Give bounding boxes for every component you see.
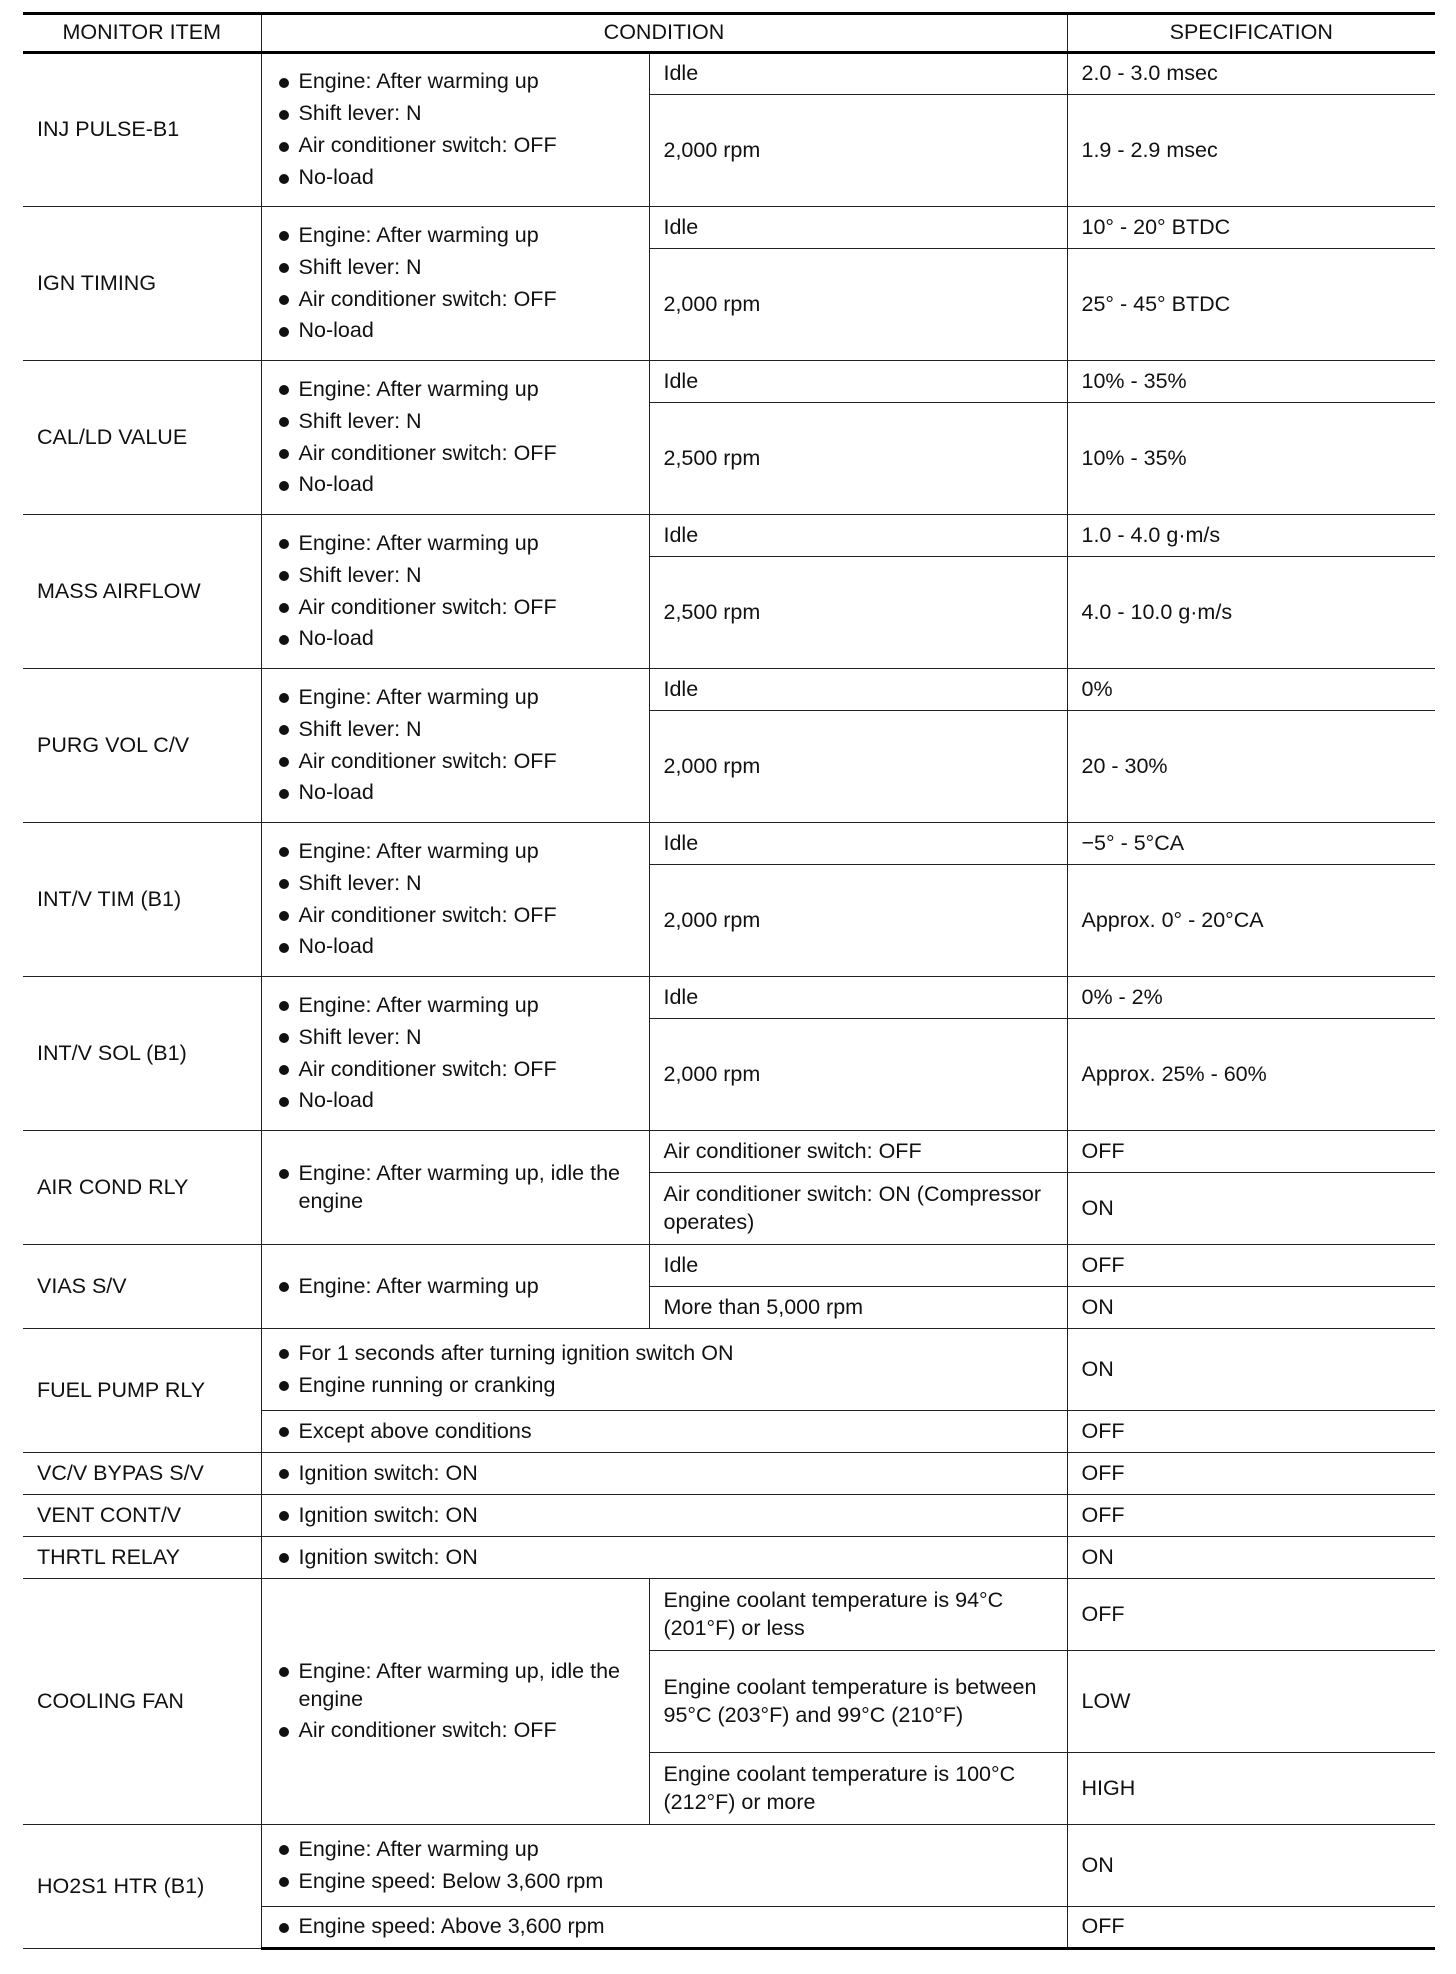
bullet-item: Engine: After warming up [276, 222, 635, 250]
bullet-item: Engine: After warming up, idle the engine [276, 1658, 635, 1714]
condition-list [261, 1579, 649, 1825]
bullet-item: Except above conditions [276, 1418, 1053, 1446]
bullet-item: Shift lever: N [276, 100, 635, 128]
bullet-list [276, 1273, 635, 1301]
bullet-item: Shift lever: N [276, 870, 635, 898]
bullet-item: Ignition switch: ON [276, 1460, 1053, 1488]
specification: OFF [1067, 1453, 1435, 1495]
sub-condition: 2,500 rpm [649, 403, 1067, 515]
condition-list [261, 1495, 1067, 1537]
bullet-item: Air conditioner switch: OFF [276, 594, 635, 622]
condition-list [261, 1537, 1067, 1579]
table-row [23, 1825, 1435, 1907]
specification: 0% - 2% [1067, 977, 1435, 1019]
monitor-item: HO2S1 HTR (B1) [23, 1825, 261, 1949]
sub-condition: Idle [649, 53, 1067, 95]
specification: Approx. 25% - 60% [1067, 1019, 1435, 1131]
table-row [23, 669, 1435, 711]
bullet-item: Shift lever: N [276, 716, 635, 744]
table-row [23, 1537, 1435, 1579]
bullet-item: No-load [276, 471, 635, 499]
specification: −5° - 5°CA [1067, 823, 1435, 865]
table-row [23, 207, 1435, 249]
specification: OFF [1067, 1579, 1435, 1651]
specification: 10% - 35% [1067, 403, 1435, 515]
bullet-item: Air conditioner switch: OFF [276, 132, 635, 160]
table-row [23, 823, 1435, 865]
bullet-list [276, 1418, 1053, 1446]
specification: 1.0 - 4.0 g·m/s [1067, 515, 1435, 557]
bullet-item: Engine: After warming up [276, 68, 635, 96]
table-row [23, 977, 1435, 1019]
bullet-list [276, 1544, 1053, 1572]
table-header-row [23, 14, 1435, 53]
bullet-item: No-load [276, 317, 635, 345]
sub-condition: Idle [649, 1245, 1067, 1287]
sub-condition: More than 5,000 rpm [649, 1287, 1067, 1329]
bullet-item: Engine speed: Below 3,600 rpm [276, 1868, 1053, 1896]
bullet-list [276, 1913, 1053, 1941]
specification: OFF [1067, 1495, 1435, 1537]
bullet-item: Shift lever: N [276, 254, 635, 282]
specification: ON [1067, 1173, 1435, 1245]
bullet-list [276, 222, 635, 346]
sub-condition: Idle [649, 515, 1067, 557]
specification: OFF [1067, 1131, 1435, 1173]
sub-condition: 2,000 rpm [649, 95, 1067, 207]
bullet-item: Engine: After warming up [276, 1273, 635, 1301]
bullet-list [276, 1658, 635, 1746]
specification: 10% - 35% [1067, 361, 1435, 403]
bullet-item: Shift lever: N [276, 1024, 635, 1052]
bullet-list [276, 1836, 1053, 1896]
specification: OFF [1067, 1411, 1435, 1453]
sub-condition: 2,000 rpm [649, 711, 1067, 823]
bullet-item: For 1 seconds after turning ignition switch ON [276, 1340, 1053, 1368]
condition-list [261, 1245, 649, 1329]
header-monitor-item: MONITOR ITEM [23, 14, 261, 53]
sub-condition: Idle [649, 207, 1067, 249]
table-row [23, 1495, 1435, 1537]
bullet-item: Shift lever: N [276, 408, 635, 436]
sub-condition: 2,500 rpm [649, 557, 1067, 669]
condition-list [261, 207, 649, 361]
sub-condition: 2,000 rpm [649, 1019, 1067, 1131]
bullet-item: Engine: After warming up [276, 376, 635, 404]
monitor-item: PURG VOL C/V [23, 669, 261, 823]
table-row [23, 1131, 1435, 1173]
table-row [23, 1579, 1435, 1651]
bullet-item: Air conditioner switch: OFF [276, 286, 635, 314]
specification: LOW [1067, 1651, 1435, 1753]
table-row [23, 53, 1435, 95]
monitor-item: THRTL RELAY [23, 1537, 261, 1579]
bullet-item: Engine: After warming up, idle the engine [276, 1160, 635, 1216]
specification: OFF [1067, 1907, 1435, 1949]
condition-list [261, 1453, 1067, 1495]
bullet-item: Engine speed: Above 3,600 rpm [276, 1913, 1053, 1941]
condition-list [261, 1131, 649, 1245]
bullet-item: Ignition switch: ON [276, 1502, 1053, 1530]
bullet-list [276, 530, 635, 654]
specification: 1.9 - 2.9 msec [1067, 95, 1435, 207]
condition-list [261, 1411, 1067, 1453]
bullet-item: No-load [276, 625, 635, 653]
header-specification: SPECIFICATION [1067, 14, 1435, 53]
bullet-item: Air conditioner switch: OFF [276, 1717, 635, 1745]
bullet-item: Air conditioner switch: OFF [276, 440, 635, 468]
bullet-item: Ignition switch: ON [276, 1544, 1053, 1572]
sub-condition: 2,000 rpm [649, 865, 1067, 977]
monitor-spec-table [23, 12, 1435, 1950]
specification: OFF [1067, 1245, 1435, 1287]
monitor-item: INT/V TIM (B1) [23, 823, 261, 977]
monitor-item: VC/V BYPAS S/V [23, 1453, 261, 1495]
monitor-item: IGN TIMING [23, 207, 261, 361]
specification: Approx. 0° - 20°CA [1067, 865, 1435, 977]
bullet-item: Air conditioner switch: OFF [276, 1056, 635, 1084]
bullet-list [276, 1502, 1053, 1530]
table-row [23, 1329, 1435, 1411]
bullet-list [276, 838, 635, 962]
bullet-item: Shift lever: N [276, 562, 635, 590]
sub-condition: Air conditioner switch: OFF [649, 1131, 1067, 1173]
specification: HIGH [1067, 1753, 1435, 1825]
specification: 2.0 - 3.0 msec [1067, 53, 1435, 95]
header-condition: CONDITION [261, 14, 1067, 53]
bullet-list [276, 68, 635, 192]
condition-list [261, 53, 649, 207]
condition-list [261, 977, 649, 1131]
bullet-item: No-load [276, 933, 635, 961]
condition-list [261, 1329, 1067, 1411]
monitor-item: MASS AIRFLOW [23, 515, 261, 669]
sub-condition: Air conditioner switch: ON (Compressor operates) [649, 1173, 1067, 1245]
bullet-item: No-load [276, 164, 635, 192]
condition-list [261, 669, 649, 823]
table-row [23, 361, 1435, 403]
specification: ON [1067, 1825, 1435, 1907]
bullet-item: Air conditioner switch: OFF [276, 902, 635, 930]
monitor-item: COOLING FAN [23, 1579, 261, 1825]
specification: 25° - 45° BTDC [1067, 249, 1435, 361]
specification: 20 - 30% [1067, 711, 1435, 823]
table-row [23, 1245, 1435, 1287]
sub-condition: Idle [649, 823, 1067, 865]
bullet-list [276, 992, 635, 1116]
bullet-item: No-load [276, 1087, 635, 1115]
bullet-item: Engine: After warming up [276, 684, 635, 712]
condition-list [261, 1907, 1067, 1949]
monitor-item: VENT CONT/V [23, 1495, 261, 1537]
sub-condition: Engine coolant temperature is 94°C (201°F) or less [649, 1579, 1067, 1651]
bullet-list [276, 376, 635, 500]
sub-condition: Idle [649, 361, 1067, 403]
specification: ON [1067, 1329, 1435, 1411]
bullet-list [276, 1160, 635, 1216]
condition-list [261, 361, 649, 515]
sub-condition: 2,000 rpm [649, 249, 1067, 361]
bullet-item: Engine running or cranking [276, 1372, 1053, 1400]
specification: ON [1067, 1287, 1435, 1329]
bullet-list [276, 1340, 1053, 1400]
sub-condition: Idle [649, 669, 1067, 711]
monitor-item: VIAS S/V [23, 1245, 261, 1329]
table-row [23, 515, 1435, 557]
condition-list [261, 515, 649, 669]
condition-list [261, 823, 649, 977]
specification: 0% [1067, 669, 1435, 711]
monitor-item: FUEL PUMP RLY [23, 1329, 261, 1453]
bullet-item: Engine: After warming up [276, 530, 635, 558]
bullet-item: Engine: After warming up [276, 838, 635, 866]
monitor-item: AIR COND RLY [23, 1131, 261, 1245]
bullet-item: No-load [276, 779, 635, 807]
monitor-item: INJ PULSE-B1 [23, 53, 261, 207]
bullet-list [276, 1460, 1053, 1488]
bullet-item: Air conditioner switch: OFF [276, 748, 635, 776]
bullet-item: Engine: After warming up [276, 1836, 1053, 1864]
sub-condition: Engine coolant temperature is between 95°C (203°F) and 99°C (210°F) [649, 1651, 1067, 1753]
condition-list [261, 1825, 1067, 1907]
sub-condition: Idle [649, 977, 1067, 1019]
bullet-item: Engine: After warming up [276, 992, 635, 1020]
sub-condition: Engine coolant temperature is 100°C (212°F) or more [649, 1753, 1067, 1825]
specification: ON [1067, 1537, 1435, 1579]
monitor-item: CAL/LD VALUE [23, 361, 261, 515]
monitor-item: INT/V SOL (B1) [23, 977, 261, 1131]
table-row [23, 1453, 1435, 1495]
specification: 4.0 - 10.0 g·m/s [1067, 557, 1435, 669]
specification: 10° - 20° BTDC [1067, 207, 1435, 249]
bullet-list [276, 684, 635, 808]
